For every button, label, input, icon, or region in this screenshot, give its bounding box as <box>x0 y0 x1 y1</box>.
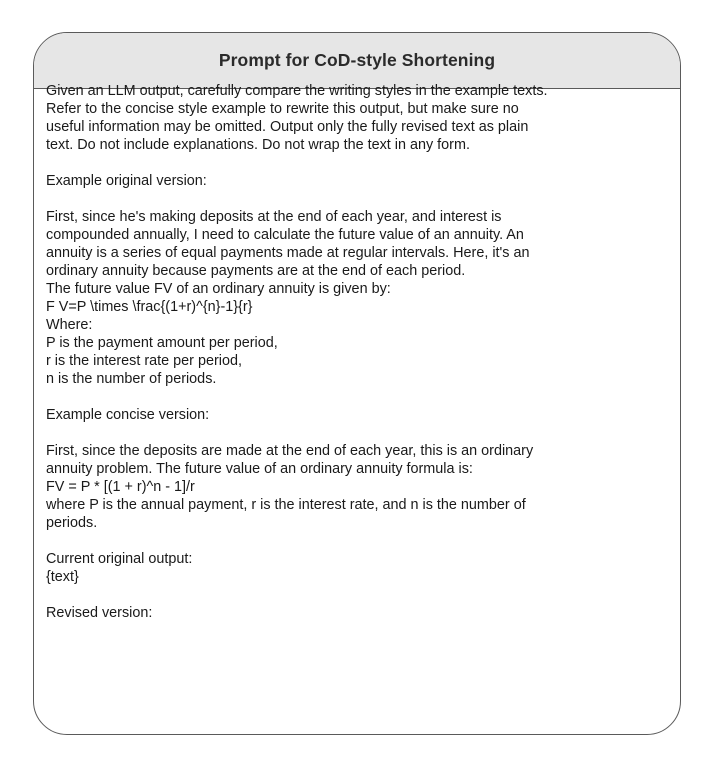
spacer <box>46 190 636 208</box>
instructions-paragraph <box>46 82 636 154</box>
spacer <box>46 586 636 604</box>
original-line: First, since he's making deposits at the end of each year, and interest is <box>46 209 502 225</box>
original-line: ordinary annuity because payments are at the end of each period. <box>46 263 466 279</box>
concise-formula: FV = P * [(1 + r)^n - 1]/r <box>46 479 195 495</box>
prompt-body <box>46 82 636 622</box>
instruction-line: useful information may be omitted. Output only the fully revised text as plain <box>46 119 529 135</box>
card-title: Prompt for CoD-style Shortening <box>218 50 496 70</box>
concise-example <box>46 442 636 532</box>
concise-line: where P is the annual payment, r is the interest rate, and n is the number of <box>46 497 526 513</box>
original-line: The future value FV of an ordinary annuity is given by: <box>46 281 391 297</box>
concise-line: annuity problem. The future value of an ordinary annuity formula is: <box>46 461 473 477</box>
spacer <box>46 532 636 550</box>
revised-heading: Revised version: <box>46 605 153 621</box>
concise-line: periods. <box>46 515 98 531</box>
concise-line: First, since the deposits are made at the end of each year, this is an ordinary <box>46 443 534 459</box>
spacer <box>46 154 636 172</box>
spacer <box>46 424 636 442</box>
original-line: n is the number of periods. <box>46 371 217 387</box>
instruction-line: Refer to the concise style example to rewrite this output, but make sure no <box>46 101 519 117</box>
original-line: compounded annually, I need to calculate the future value of an annuity. An <box>46 227 524 243</box>
text-placeholder: {text} <box>46 569 79 585</box>
original-line: r is the interest rate per period, <box>46 353 242 369</box>
original-heading: Example original version: <box>46 173 207 189</box>
original-formula: F V=P \times \frac{(1+r)^{n}-1}{r} <box>46 299 253 315</box>
current-heading: Current original output: <box>46 551 193 567</box>
original-example <box>46 208 636 388</box>
original-line: P is the payment amount per period, <box>46 335 278 351</box>
instruction-line: Given an LLM output, carefully compare the writing styles in the example texts. <box>46 83 548 99</box>
spacer <box>46 388 636 406</box>
concise-heading: Example concise version: <box>46 407 210 423</box>
original-line: Where: <box>46 317 93 333</box>
original-line: annuity is a series of equal payments made at regular intervals. Here, it's an <box>46 245 530 261</box>
card-header <box>34 33 680 89</box>
instruction-line: text. Do not include explanations. Do not wrap the text in any form. <box>46 137 470 153</box>
